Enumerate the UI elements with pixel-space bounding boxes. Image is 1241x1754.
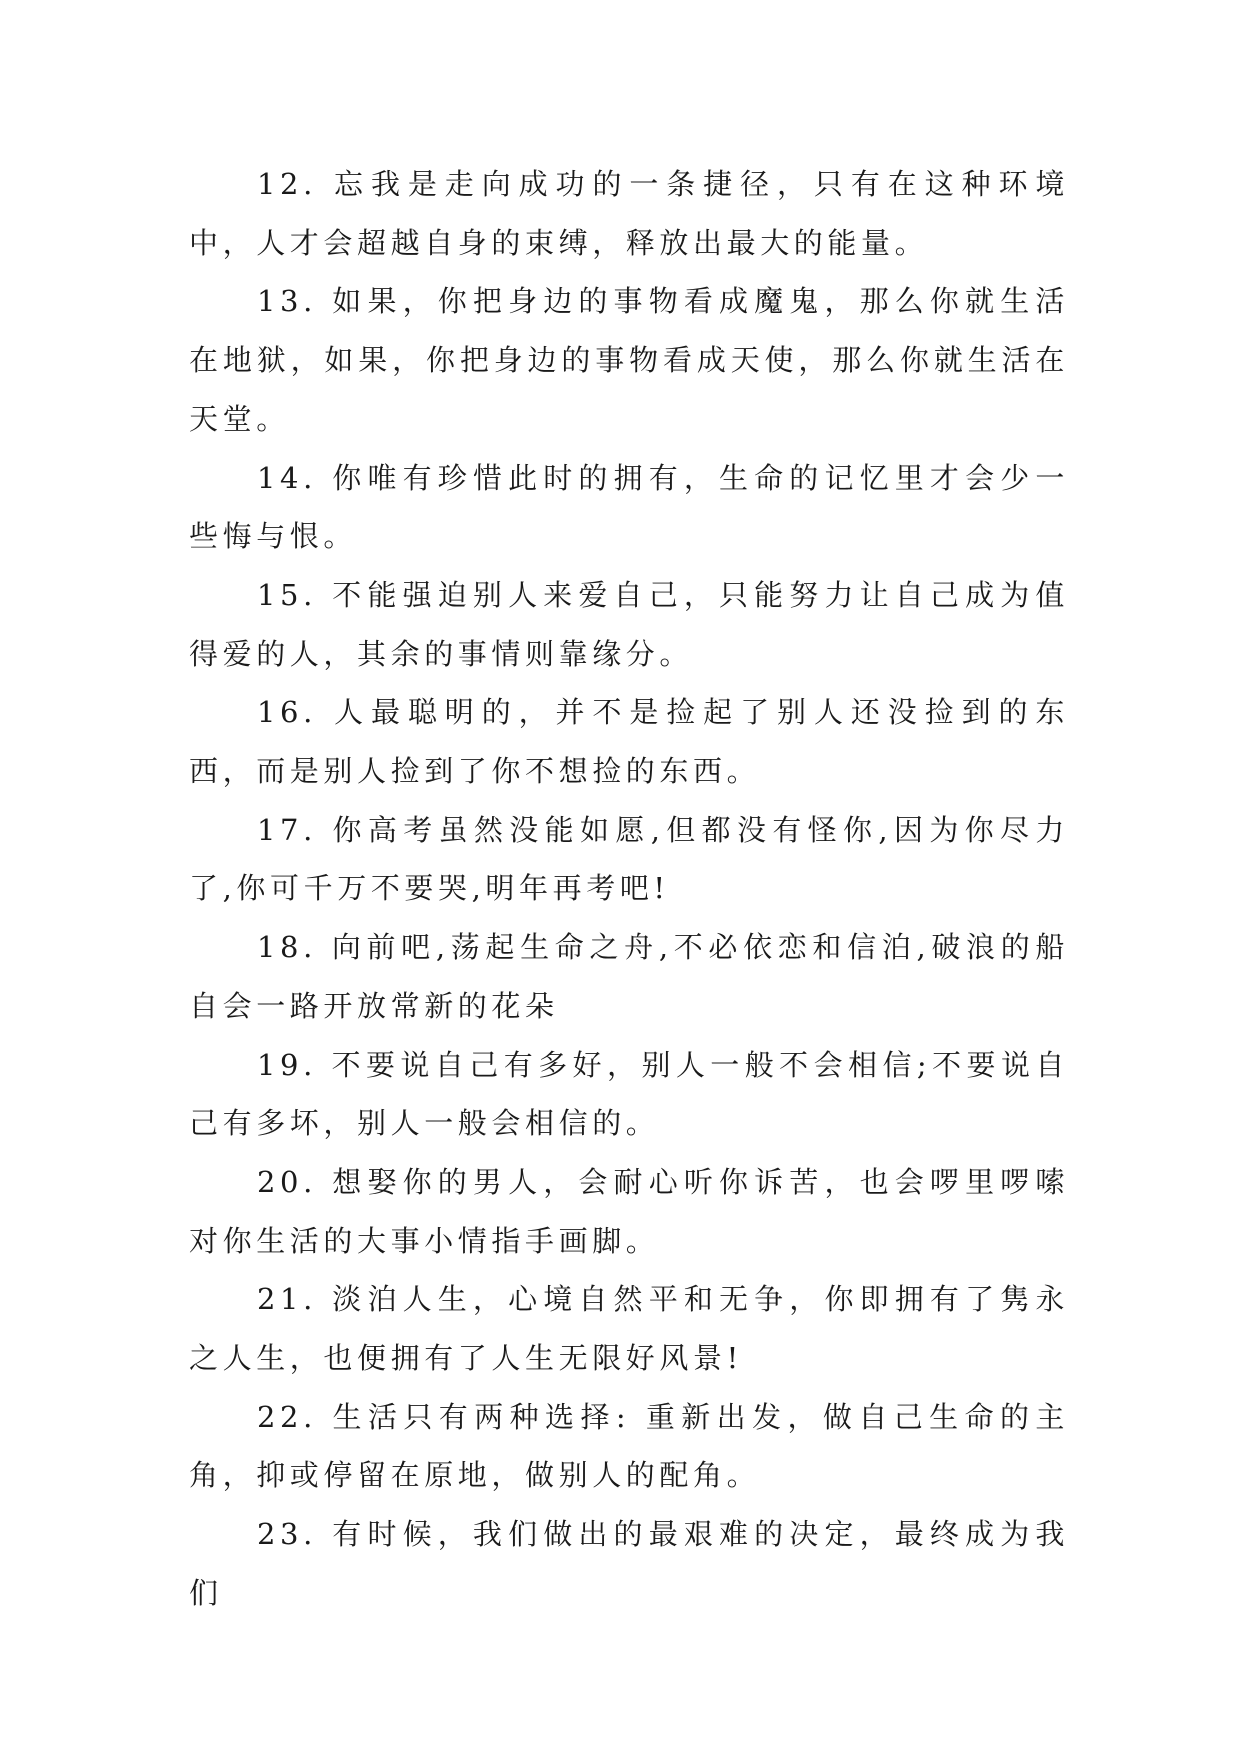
paragraph-19: 19. 不要说自己有多好，别人一般不会相信;不要说自己有多坏，别人一般会相信的。 xyxy=(189,1047,1069,1141)
paragraph-15: 15. 不能强迫别人来爱自己，只能努力让自己成为值得爱的人，其余的事情则靠缘分。 xyxy=(189,577,1069,671)
paragraph-21: 21. 淡泊人生，心境自然平和无争，你即拥有了隽永之人生，也便拥有了人生无限好风景! xyxy=(189,1282,1069,1376)
paragraph-22: 22. 生活只有两种选择: 重新出发，做自己生命的主角，抑或停留在原地，做别人的配角。 xyxy=(189,1399,1069,1493)
paragraph-18: 18. 向前吧,荡起生命之舟,不必依恋和信泊,破浪的船自会一路开放常新的花朵 xyxy=(189,930,1069,1023)
document-body xyxy=(189,155,1069,1623)
paragraph-20: 20. 想娶你的男人，会耐心听你诉苦，也会啰里啰嗦对你生活的大事小情指手画脚。 xyxy=(189,1164,1069,1258)
paragraph-13: 13. 如果，你把身边的事物看成魔鬼，那么你就生活在地狱，如果，你把身边的事物看成天使，那么你就生活在天堂。 xyxy=(189,284,1069,436)
paragraph-12: 12. 忘我是走向成功的一条捷径，只有在这种环境中，人才会超越自身的束缚，释放出最大的能量。 xyxy=(189,167,1069,260)
paragraph-23: 23. 有时候，我们做出的最艰难的决定，最终成为我们 xyxy=(189,1517,1069,1610)
paragraph-14: 14. 你唯有珍惜此时的拥有，生命的记忆里才会少一些悔与恨。 xyxy=(189,460,1069,554)
paragraph-17: 17. 你高考虽然没能如愿,但都没有怪你,因为你尽力了,你可千万不要哭,明年再考吧! xyxy=(189,812,1069,906)
paragraph-16: 16. 人最聪明的，并不是捡起了别人还没捡到的东西，而是别人捡到了你不想捡的东西。 xyxy=(189,695,1069,789)
